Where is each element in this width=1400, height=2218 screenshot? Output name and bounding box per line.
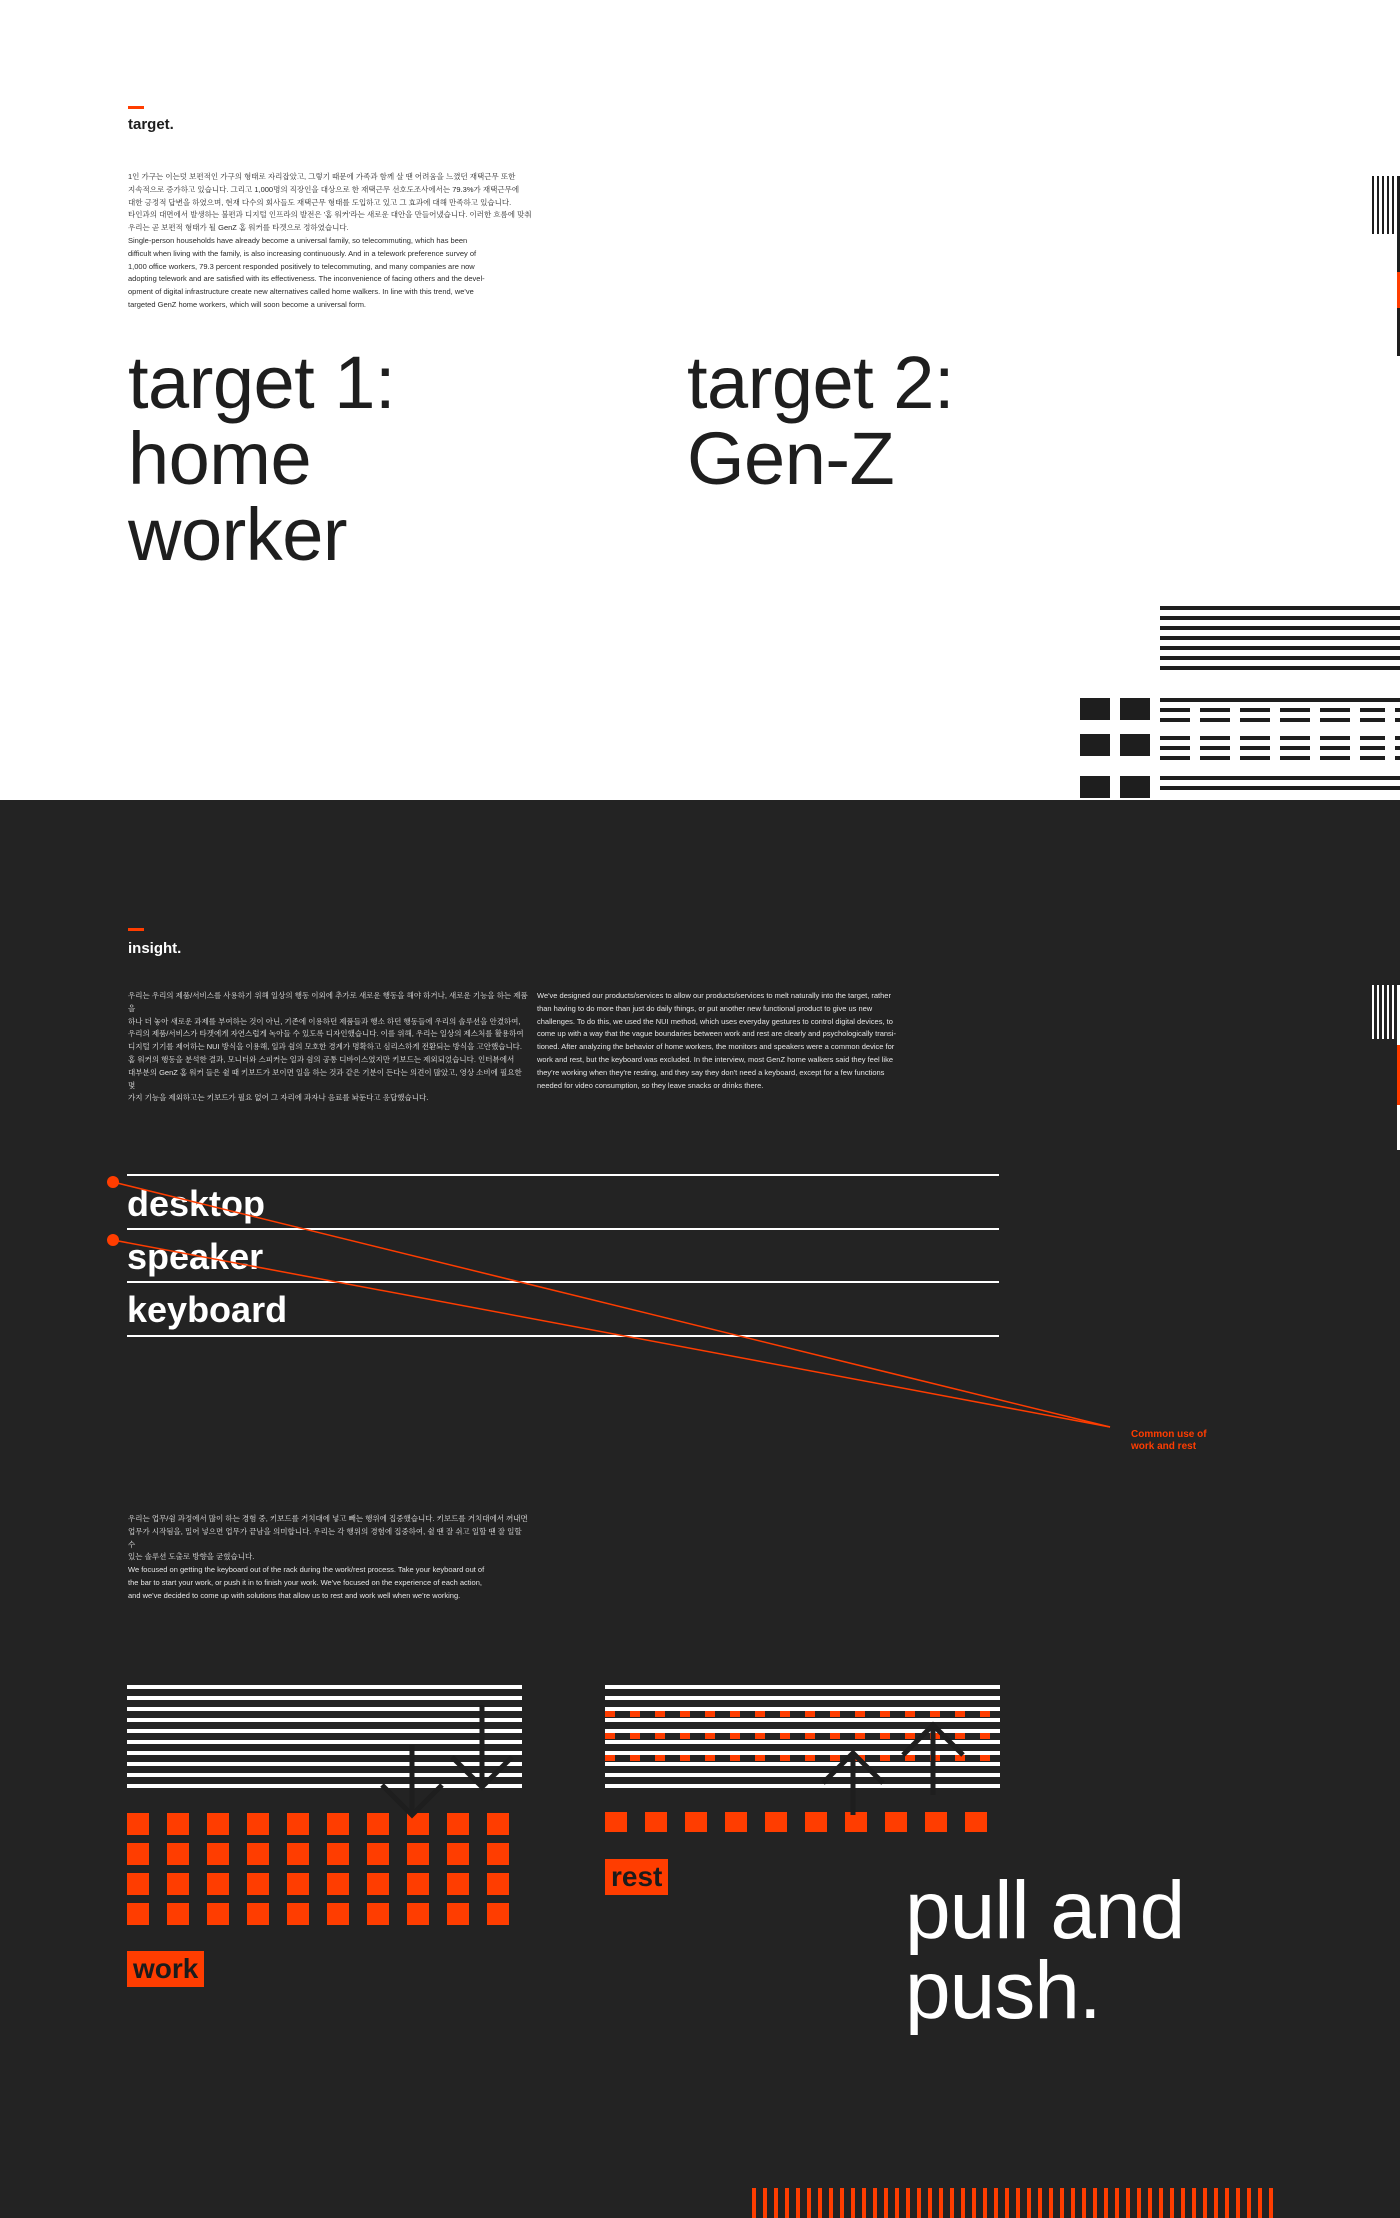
bottom-bar	[950, 2188, 954, 2218]
work-key	[407, 1843, 429, 1865]
work-key	[207, 1813, 229, 1835]
work-key	[487, 1813, 509, 1835]
work-key	[367, 1873, 389, 1895]
dot-marker-icon	[107, 1234, 119, 1246]
bottom-bar	[1126, 2188, 1130, 2218]
bottom-bar	[1060, 2188, 1064, 2218]
rest-key	[955, 1755, 965, 1761]
rest-key	[765, 1812, 787, 1832]
work-key	[487, 1903, 509, 1925]
target-2-heading: target 2: Gen-Z	[687, 341, 955, 500]
work-key	[327, 1903, 349, 1925]
work-key	[487, 1843, 509, 1865]
bottom-bar	[1038, 2188, 1042, 2218]
rest-key	[805, 1733, 815, 1739]
rest-key	[965, 1812, 987, 1832]
rest-key	[805, 1812, 827, 1832]
work-key	[367, 1843, 389, 1865]
rest-key	[855, 1711, 865, 1717]
work-key	[127, 1813, 149, 1835]
bottom-bar	[939, 2188, 943, 2218]
rest-key	[925, 1812, 947, 1832]
arrow-down-icon	[382, 1745, 442, 1815]
rest-key	[980, 1711, 990, 1717]
bottom-bar	[983, 2188, 987, 2218]
dot-marker-icon	[107, 1176, 119, 1188]
rest-key	[705, 1711, 715, 1717]
rest-key	[880, 1755, 890, 1761]
rest-key	[630, 1711, 640, 1717]
bottom-bar	[928, 2188, 932, 2218]
bottom-bar	[917, 2188, 921, 2218]
target-section-label: target.	[128, 116, 174, 133]
pull-and-push-headline: pull and push.	[905, 1865, 1185, 2036]
work-key	[447, 1873, 469, 1895]
target-paragraph: 1인 가구는 이는덧 보편적인 가구의 형태로 자리잡았고, 그렇기 때문에 가족과 함께 살 땐 어려움을 느꼈던 재택근무 또한 지속적으로 증가하고 있습니다. 그리고 1,000명의 직장인을 대상으로 한 재택근무 선호도조사에서는 79.3%가 재택근무에 대한 긍정적 답변을 하였으며, 현재 다수의 회사들도 재택근무 형태를 도입하고 있고 그 효과에 대해 만족하고 있습니다. 타인과의 대면에서 발생하는 불편과 디지털 인프라의 발전은 '홈 워커'라는 새로운 대안을 만들어냈습니다. 이러한 흐름에 맞춰 우리는 곧 보편적 형태가 될 GenZ 홈 워커를 타겟으로 정하였습니다. Single-person households have already become a universal family, so telecommuting, which has been difficult when living with the family, is also increasing continuously. And in a telework preference survey of 1,000 office workers, 79.3 percent responded positively to telecommuting, and many companies are now adopting telework and are satisfied with its effectiveness. The inconvenience of facing others and the devel- opment of digital infrastructure create new alternatives called home walkers. In line with this trend, we've targeted GenZ home workers, which will soon become a universal form.	[128, 172, 532, 309]
work-key	[447, 1903, 469, 1925]
rest-key	[980, 1733, 990, 1739]
rest-key	[755, 1711, 765, 1717]
bottom-bar	[1071, 2188, 1075, 2218]
rest-key	[845, 1812, 867, 1832]
bottom-bar	[994, 2188, 998, 2218]
rest-key	[605, 1711, 615, 1717]
rest-label: rest	[605, 1859, 668, 1895]
work-key	[407, 1873, 429, 1895]
bottom-bar	[1027, 2188, 1031, 2218]
rest-key	[685, 1812, 707, 1832]
rest-key	[805, 1711, 815, 1717]
bottom-bar	[796, 2188, 800, 2218]
work-key	[247, 1903, 269, 1925]
bottom-bar	[1225, 2188, 1229, 2218]
bottom-bar	[818, 2188, 822, 2218]
bottom-bar	[961, 2188, 965, 2218]
work-keyboard-graphic	[127, 1685, 522, 1925]
rest-key	[605, 1733, 615, 1739]
rest-key	[730, 1733, 740, 1739]
rest-key	[755, 1733, 765, 1739]
rest-key	[855, 1733, 865, 1739]
work-key	[127, 1843, 149, 1865]
bottom-bar	[884, 2188, 888, 2218]
common-use-note: Common use of work and rest	[1131, 1429, 1207, 1452]
work-key	[207, 1873, 229, 1895]
rest-key	[605, 1812, 627, 1832]
rest-key	[885, 1812, 907, 1832]
bottom-bar	[862, 2188, 866, 2218]
insight-paragraph-kr: 우리는 우리의 제품/서비스를 사용하기 위해 일상의 행동 이외에 추가로 새로운 행동을 해야 하거나, 새로운 기능을 하는 제품을 하나 더 놓아 새로운 과제를 부여하는 것이 아닌, 기존에 이용하던 제품들과 행소 하던 행동들에 우리의 솔루션을 안겼하여, 우리의 제품/서비스가 타겟에게 자연스럽게 녹아들 수 있도록 디자인했습니다. 이를 위해, 우리는 일상의 제스처를 활용하여 디지털 기기를 제어하는 NUI 방식을 이용해, 일과 쉼의 모호한 경계가 명확하고 심리스하게 전환되는 방식을 고안했습니다. 홈 워커의 행동을 분석한 결과, 모니터와 스피커는 일과 쉼의 공통 디바이스였지만 키보드는 제외되었습니다. 인터뷰에서 대부분의 GenZ 홈 워커 들은 쉴 때 키보드가 보이면 일을 하는 것과 같은 기분이 든다는 의견이 많았고, 영상 소비에 필요한 몇 가지 기능을 제외하고는 키보드가 필요 없어 그 자리에 과자나 음료를 놔둔다고 응답했습니다.	[128, 991, 528, 1103]
bottom-bar	[1016, 2188, 1020, 2218]
bottom-bar	[1192, 2188, 1196, 2218]
work-key	[407, 1903, 429, 1925]
work-key	[127, 1903, 149, 1925]
device-keyboard: keyboard	[127, 1289, 288, 1330]
work-key	[247, 1873, 269, 1895]
rest-key	[905, 1755, 915, 1761]
rest-key	[655, 1755, 665, 1761]
work-key	[487, 1873, 509, 1895]
bottom-bar	[1137, 2188, 1141, 2218]
bottom-bar	[774, 2188, 778, 2218]
rest-key	[905, 1711, 915, 1717]
rest-key	[725, 1812, 747, 1832]
device-desktop: desktop	[127, 1183, 266, 1224]
rest-key	[680, 1711, 690, 1717]
work-key	[327, 1843, 349, 1865]
rest-key	[805, 1755, 815, 1761]
bottom-bar	[1049, 2188, 1053, 2218]
bottom-bar	[1181, 2188, 1185, 2218]
barcode-decoration-mid	[1370, 985, 1400, 1165]
bottom-bar	[1170, 2188, 1174, 2218]
rest-key	[930, 1711, 940, 1717]
rest-key	[830, 1733, 840, 1739]
rest-key	[955, 1711, 965, 1717]
work-key	[207, 1903, 229, 1925]
work-key	[367, 1903, 389, 1925]
work-key	[247, 1813, 269, 1835]
work-key	[167, 1843, 189, 1865]
bottom-bar	[752, 2188, 756, 2218]
work-key	[287, 1843, 309, 1865]
rest-key	[780, 1755, 790, 1761]
rest-key	[630, 1755, 640, 1761]
work-key	[447, 1843, 469, 1865]
bottom-bar	[1005, 2188, 1009, 2218]
bottom-bar	[1247, 2188, 1251, 2218]
rest-key	[655, 1733, 665, 1739]
bottom-bar	[829, 2188, 833, 2218]
insight-accent-dash	[128, 928, 144, 931]
bottom-bar	[1214, 2188, 1218, 2218]
rest-key	[880, 1711, 890, 1717]
bottom-bar	[1115, 2188, 1119, 2218]
common-use-connectors	[100, 1170, 1140, 1450]
work-key	[127, 1873, 149, 1895]
bottom-bar	[1258, 2188, 1262, 2218]
target-1-heading: target 1: home worker	[128, 341, 396, 576]
rest-key	[830, 1755, 840, 1761]
barcode-decoration-bottom	[752, 2188, 1282, 2218]
rest-key	[680, 1733, 690, 1739]
rest-key	[705, 1755, 715, 1761]
rest-key	[955, 1733, 965, 1739]
target-accent-dash	[128, 106, 144, 109]
work-key	[247, 1843, 269, 1865]
rest-keyboard-graphic	[605, 1685, 1000, 1835]
bottom-bar	[1203, 2188, 1207, 2218]
insight-paragraph-en: We've designed our products/services to allow our products/services to melt naturally into the target, rather than having to do more than just do daily things, or put another new functional product to give us new challenges. To do this, we used the NUI method, which uses everyday gestures to control digital devices, to come up with a way that the vague boundaries between work and rest are clearly and psychologically transi- tioned. After analyzing the behavior of home workers, the monitors and speakers were a common device for work and rest, but the keyboard was excluded. In the interview, most GenZ home walkers said they feel like they're working when they're resting, and they say they don't need a keyboard, except for a few functions needed for video consumption, so they leave snacks or drinks there.	[537, 991, 896, 1090]
bottom-bar	[873, 2188, 877, 2218]
rest-key	[705, 1733, 715, 1739]
device-speaker: speaker	[127, 1236, 264, 1277]
bottom-bar	[1104, 2188, 1108, 2218]
insight-section-label: insight.	[128, 940, 182, 957]
bottom-bar	[906, 2188, 910, 2218]
rest-key	[980, 1755, 990, 1761]
work-key	[207, 1843, 229, 1865]
work-key	[167, 1813, 189, 1835]
bottom-bar	[895, 2188, 899, 2218]
rest-key	[780, 1711, 790, 1717]
bottom-bar	[972, 2188, 976, 2218]
bottom-bar	[851, 2188, 855, 2218]
bottom-bar	[1269, 2188, 1273, 2218]
rest-key	[880, 1733, 890, 1739]
bottom-bar	[1093, 2188, 1097, 2218]
work-key	[327, 1873, 349, 1895]
rest-key	[655, 1711, 665, 1717]
work-key	[287, 1813, 309, 1835]
rest-key	[730, 1711, 740, 1717]
work-key	[167, 1873, 189, 1895]
bottom-bar	[840, 2188, 844, 2218]
bottom-bar	[1236, 2188, 1240, 2218]
keyboard-paragraph: 우리는 업무/쉼 과정에서 많이 하는 경험 중, 키보드를 거치대에 넣고 빼는 행위에 집중했습니다. 키보드를 거치대에서 꺼내면 업무가 시작됨을, 밀어 넣으면 업무가 끝남을 의미합니다. 우리는 각 행위의 경험에 집중하여, 쉴 땐 잘 쉬고 일할 땐 잘 일할 수 있는 솔루션 도출로 방향을 굳혔습니다. We focused on getting the keyboard out of the rack during the work/rest process. Take your keyboard out of the bar to start your work, or push it in to finish your work. We've focused on the experience of each action, and we've decided to come up with solutions that allow us to rest and work well when we're working.	[128, 1514, 528, 1600]
rest-key	[605, 1755, 615, 1761]
barcode-decoration-top	[1370, 176, 1400, 356]
rest-key	[680, 1755, 690, 1761]
bottom-bar	[785, 2188, 789, 2218]
work-key	[447, 1813, 469, 1835]
bottom-bar	[1082, 2188, 1086, 2218]
bottom-bar	[807, 2188, 811, 2218]
work-key	[287, 1903, 309, 1925]
rest-key	[645, 1812, 667, 1832]
rest-key	[905, 1733, 915, 1739]
work-key	[367, 1813, 389, 1835]
bottom-bar	[1148, 2188, 1152, 2218]
bottom-bar	[1159, 2188, 1163, 2218]
rest-key	[730, 1755, 740, 1761]
rest-key	[630, 1733, 640, 1739]
rest-key	[780, 1733, 790, 1739]
work-label: work	[127, 1951, 204, 1987]
bottom-bar	[763, 2188, 767, 2218]
rest-key	[755, 1755, 765, 1761]
work-key	[167, 1903, 189, 1925]
work-key	[287, 1873, 309, 1895]
rest-key	[830, 1711, 840, 1717]
work-key	[327, 1813, 349, 1835]
stripe-grid-decoration	[1080, 606, 1400, 800]
